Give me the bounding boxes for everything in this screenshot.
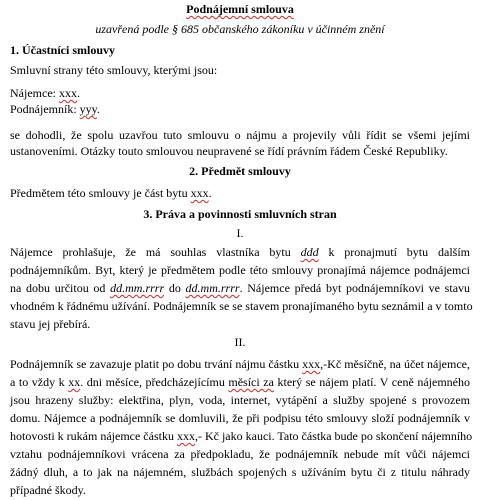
part-2-line-2	[10, 375, 470, 390]
part-1-line-4: vhodném k řádnému užívání. Podnájemník se se stavem pronajímaného bytu seznámil a v tomto	[10, 299, 473, 313]
podnajemnik-value: yyy	[79, 102, 97, 116]
p2-l2-post: který se nájem platí. V ceně nájemného	[277, 375, 470, 389]
agreement-line-2: ustanoveními. Otázky touto smlouvou neupravené se řídí právním řádem České Republiky.	[10, 144, 448, 158]
part-1-line-5: stavu jej přebírá.	[10, 317, 91, 331]
document-title: Podnájemní smlouva	[186, 2, 294, 16]
part-2-line-1	[10, 357, 470, 372]
p2-l2-mid: . dni měsíce, předcházejícímu	[80, 375, 225, 389]
section-1-heading: 1. Účastníci smlouvy	[10, 43, 115, 57]
part-2-numeral: II.	[234, 335, 246, 349]
section-1-intro: Smluvní strany této smlouvy, kterými jsou:	[10, 63, 218, 77]
section-2-heading: 2. Předmět smlouvy	[189, 164, 291, 178]
p2-l2-pre: a to vždy k	[10, 375, 65, 389]
byt-value: xxx	[190, 186, 209, 200]
part-2-line-4: domu. Nájemce a podnájemník se domluvili, že při podpisu této smlouvy složí podnájemník v	[10, 411, 470, 425]
p1-l1-post: k pronajmutí bytu dalším	[328, 245, 470, 259]
party-najemce: Nájemce: xxx.	[10, 86, 80, 100]
agreement-line-1: se dohodli, že spolu uzavřou tuto smlouvu o nájmu a projevily vůli řídit se všemi jejími	[10, 128, 470, 142]
vlastnik-value: ddd	[300, 245, 319, 259]
part-2-line-6: vztahu podnájemníkovi vrácena za předpokladu, že podnájemník nebude mít vůči nájemci	[10, 447, 470, 461]
podnajemnik-label: Podnájemník:	[10, 102, 77, 116]
party-podnajemnik: Podnájemník: yyy.	[10, 102, 100, 116]
day-value: xx	[68, 375, 81, 389]
part-2-line-8: případné škody.	[10, 483, 86, 497]
part-2-line-5	[10, 429, 473, 444]
date-to: dd.mm.rrrr	[185, 281, 240, 295]
p2-l1-post: ,-Kč měsíčně, na účet nájemce,	[320, 357, 470, 371]
date-from: dd.mm.rrrr	[110, 281, 165, 295]
p1-l1-pre: Nájemce prohlašuje, že má souhlas vlastníka bytu	[10, 245, 291, 259]
month-phrase: měsíci za	[228, 375, 274, 389]
section-3-heading: 3. Práva a povinnosti smluvních stran	[143, 207, 337, 221]
najemce-value: xxx	[58, 86, 77, 100]
part-2-line-7: žádný dluh, a to jak na nájemném, službách spojených s užíváním bytu či z titulu náhrady	[10, 465, 470, 479]
najemce-label: Nájemce:	[10, 86, 56, 100]
section-2-text	[10, 186, 470, 201]
p2-l5-post: ,- Kč jako kauci. Tato částka bude po skončení nájemního	[194, 429, 473, 443]
document-subtitle: uzavřená podle § 685 občanského zákoníku v účinném znění	[95, 22, 385, 36]
p1-l3-post: . Nájemce předá byt podnájemníkovi ve stavu	[239, 281, 471, 295]
rent-value: xxx	[302, 357, 321, 371]
part-1-line-2: podnájemníkům. Byt, který je předmětem podle této smlouvy pronajímá nájemce podnájemci	[10, 263, 470, 277]
part-1-numeral: I.	[236, 226, 244, 240]
part-1-line-3	[10, 281, 470, 296]
p2-l1-pre: Podnájemník se zavazuje platit po dobu trvání nájmu částku	[10, 357, 300, 371]
deposit-value: xxx	[176, 429, 195, 443]
section-2-text-post: .	[208, 186, 212, 200]
p2-l5-pre: hotovosti k rukám nájemce částku	[10, 429, 174, 443]
part-2-line-3: jsou hrazeny služby: elektřina, plyn, voda, internet, vytápění a služby spojené s provozem	[10, 393, 470, 407]
section-2-text-pre: Předmětem této smlouvy je část bytu	[10, 186, 188, 200]
p1-l3-mid: do	[168, 281, 181, 295]
part-1-line-1	[10, 245, 470, 260]
p1-l3-pre: na dobu určitou od	[10, 281, 106, 295]
